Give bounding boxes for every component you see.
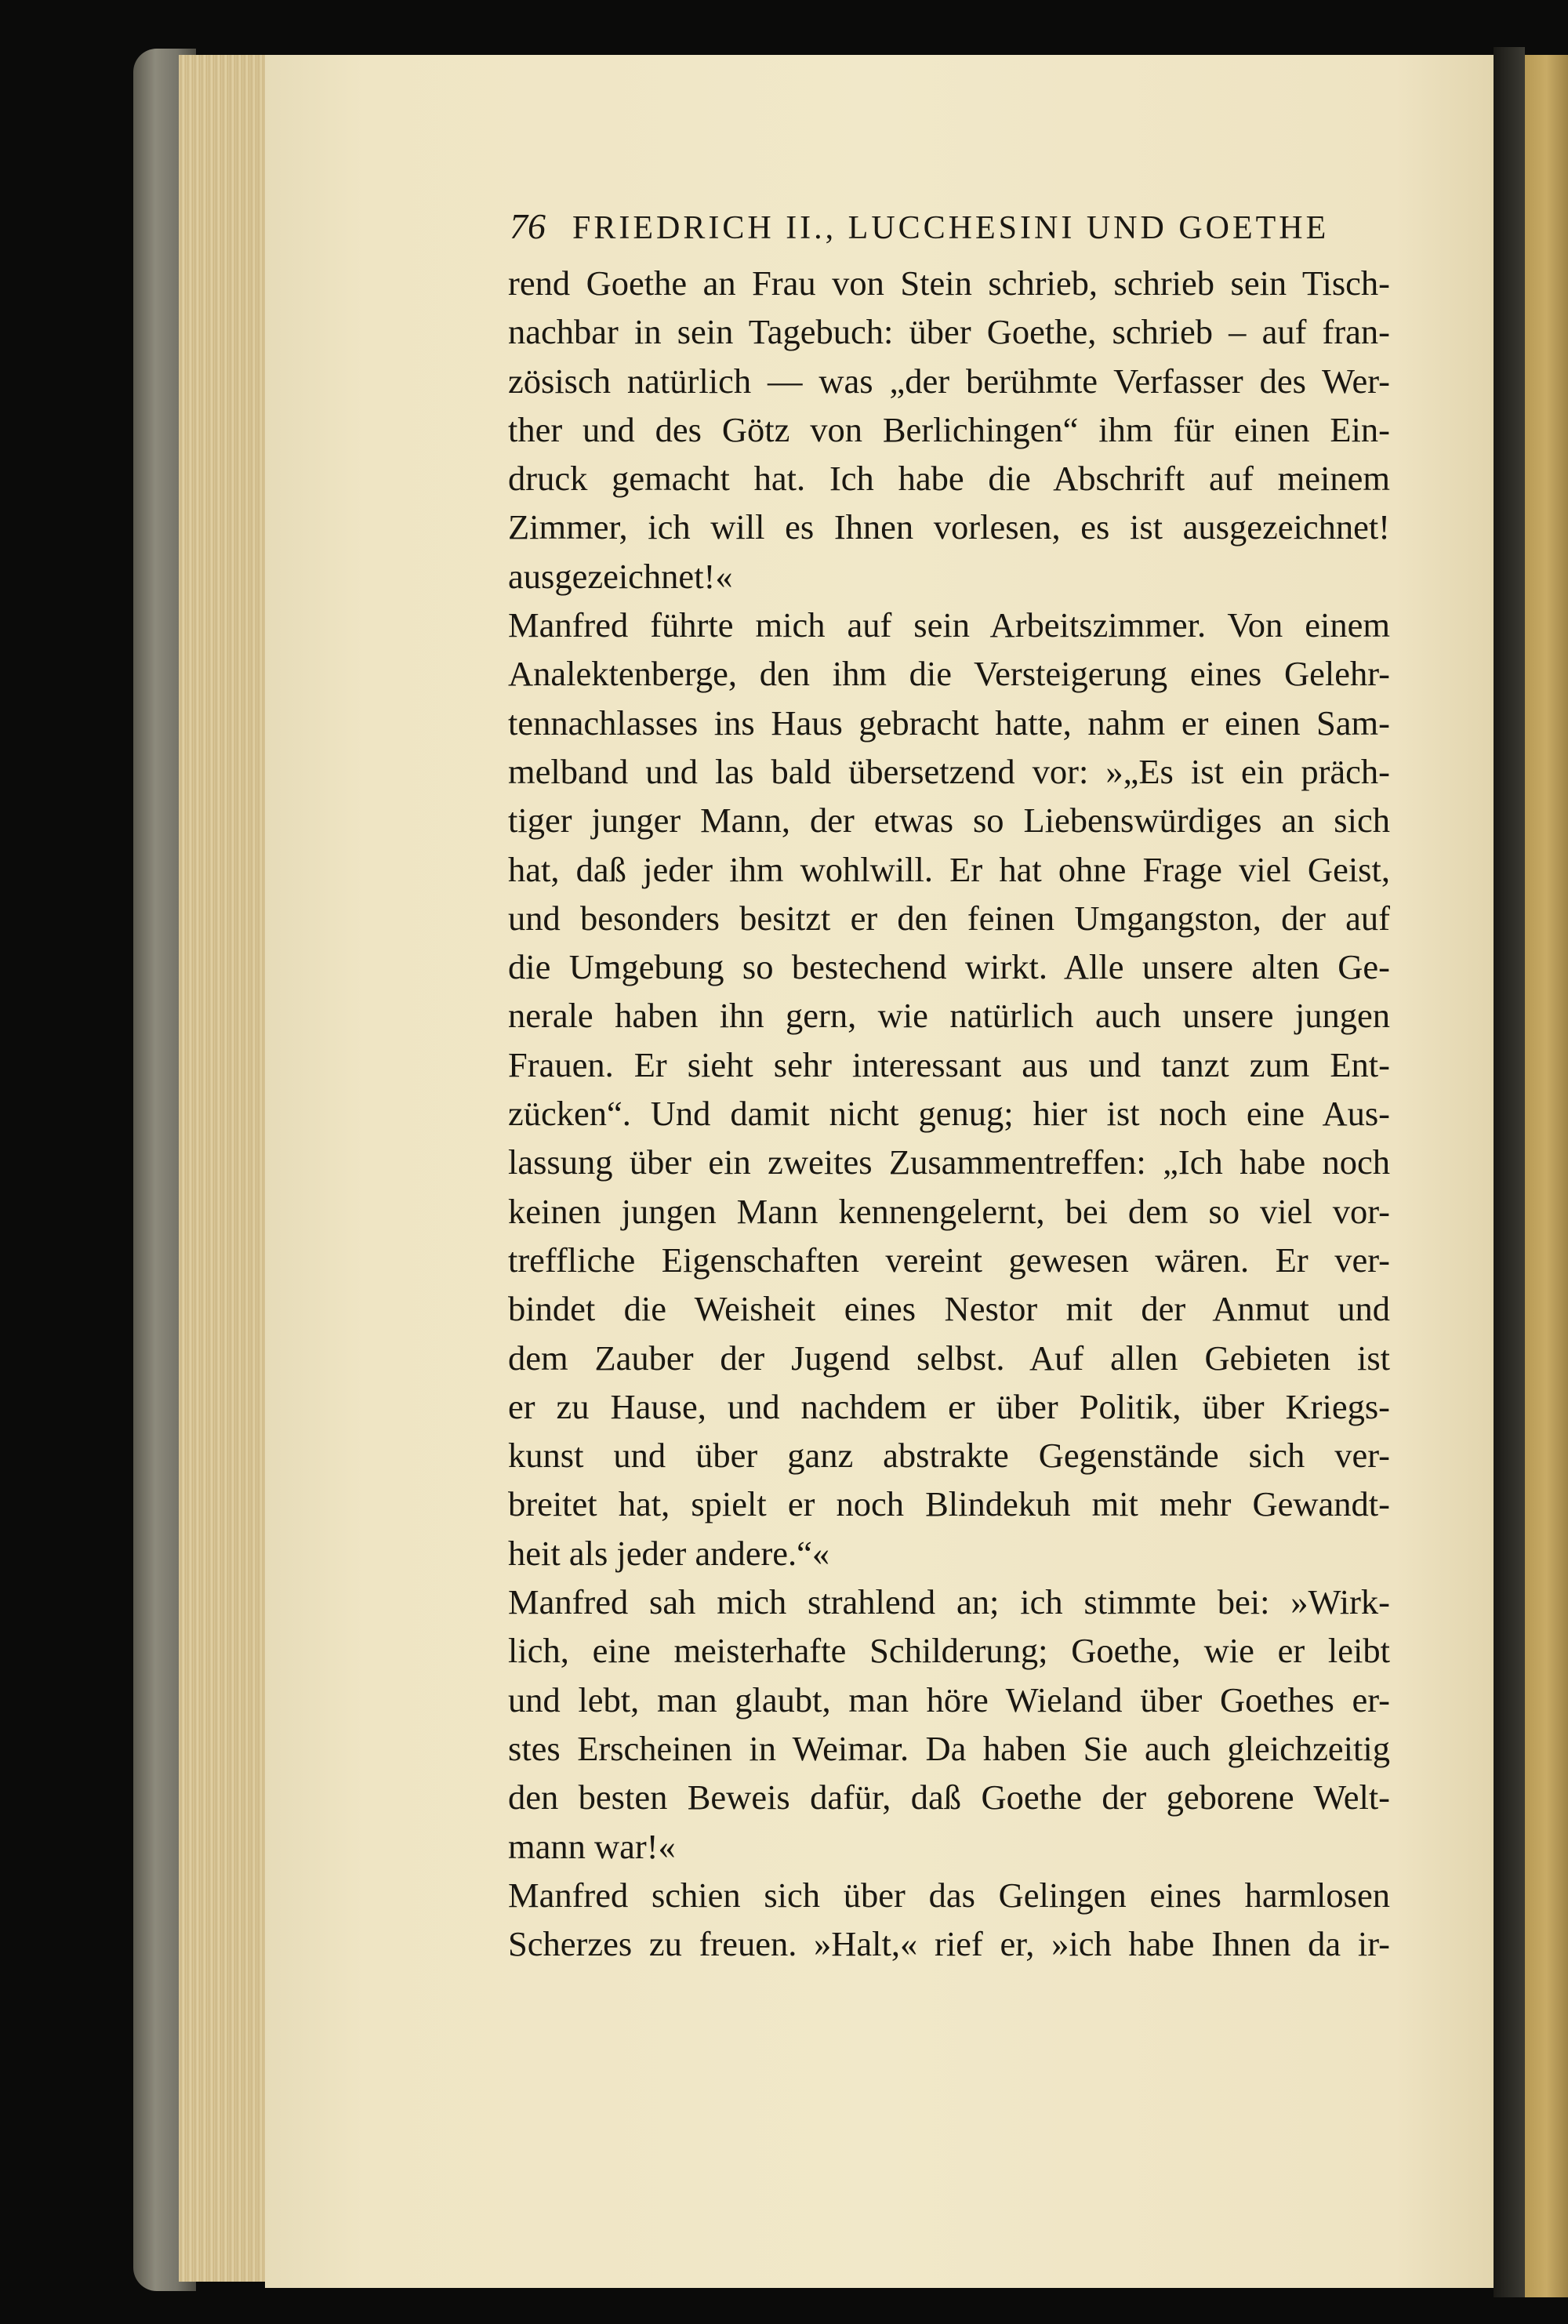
text-line: keinen jungen Mann kennengelernt, bei dem so viel vor- bbox=[508, 1191, 1390, 1231]
text-line: Manfred führte mich auf sein Arbeitszimmer. Von einem bbox=[508, 605, 1390, 645]
facing-page-edge bbox=[1525, 55, 1568, 2297]
text-line: druck gemacht hat. Ich habe die Abschrift auf meinem bbox=[508, 459, 1390, 499]
text-line: Analektenberge, den ihm die Versteigerung eines Gelehr- bbox=[508, 654, 1390, 694]
text-line: melband und las bald übersetzend vor: »„Es ist ein präch- bbox=[508, 751, 1390, 791]
text-line: er zu Hause, und nachdem er über Politik, über Kriegs- bbox=[508, 1386, 1390, 1426]
gutter-shadow bbox=[1494, 47, 1525, 2297]
text-line: bindet die Weisheit eines Nestor mit der Anmut und bbox=[508, 1289, 1390, 1329]
text-line: dem Zauber der Jugend selbst. Auf allen Gebieten ist bbox=[508, 1338, 1390, 1378]
text-line: Manfred schien sich über das Gelingen eines harmlosen bbox=[508, 1875, 1390, 1915]
text-line: den besten Beweis dafür, daß Goethe der geborene Welt- bbox=[508, 1777, 1390, 1817]
text-line: heit als jeder andere.“« bbox=[508, 1533, 830, 1573]
text-line: und besonders besitzt er den feinen Umgangston, der auf bbox=[508, 898, 1390, 938]
text-line: mann war!« bbox=[508, 1826, 676, 1866]
text-line: tiger junger Mann, der etwas so Liebenswürdiges an sich bbox=[508, 801, 1390, 841]
body-text bbox=[508, 259, 1390, 1968]
text-line: lich, eine meisterhafte Schilderung; Goethe, wie er leibt bbox=[508, 1631, 1390, 1671]
text-line: Frauen. Er sieht sehr interessant aus und tanzt zum Ent- bbox=[508, 1044, 1390, 1084]
text-line: nerale haben ihn gern, wie natürlich auch unsere jungen bbox=[508, 996, 1390, 1036]
text-line: ther und des Götz von Berlichingen“ ihm für einen Ein- bbox=[508, 409, 1390, 449]
text-line: Zimmer, ich will es Ihnen vorlesen, es ist ausgezeichnet! bbox=[508, 507, 1390, 547]
text-line: nachbar in sein Tagebuch: über Goethe, schrieb – auf fran- bbox=[508, 312, 1390, 352]
page-edges bbox=[179, 55, 265, 2282]
running-title: FRIEDRICH II., LUCCHESINI UND GOETHE bbox=[572, 210, 1330, 246]
text-line: kunst und über ganz abstrakte Gegenstände sich ver- bbox=[508, 1436, 1390, 1476]
running-header bbox=[510, 205, 1329, 252]
text-line: tennachlasses ins Haus gebracht hatte, nahm er einen Sam- bbox=[508, 703, 1390, 743]
text-line: hat, daß jeder ihm wohlwill. Er hat ohne Frage viel Geist, bbox=[508, 849, 1390, 889]
text-line: Manfred sah mich strahlend an; ich stimmte bei: »Wirk- bbox=[508, 1582, 1390, 1622]
text-line: stes Erscheinen in Weimar. Da haben Sie auch gleichzeitig bbox=[508, 1728, 1390, 1768]
text-line: treffliche Eigenschaften vereint gewesen wären. Er ver- bbox=[508, 1240, 1390, 1280]
page-number: 76 bbox=[510, 206, 546, 246]
text-line: zösisch natürlich — was „der berühmte Verfasser des Wer- bbox=[508, 361, 1390, 401]
text-line: und lebt, man glaubt, man höre Wieland über Goethes er- bbox=[508, 1679, 1390, 1719]
text-line: lassung über ein zweites Zusammentreffen: „Ich habe noch bbox=[508, 1142, 1390, 1182]
text-line: zücken“. Und damit nicht genug; hier ist noch eine Aus- bbox=[508, 1094, 1390, 1134]
text-line: Scherzes zu freuen. »Halt,« rief er, »ich habe Ihnen da ir- bbox=[508, 1924, 1390, 1964]
text-line: breitet hat, spielt er noch Blindekuh mit mehr Gewandt- bbox=[508, 1484, 1390, 1524]
text-line: rend Goethe an Frau von Stein schrieb, schrieb sein Tisch- bbox=[508, 263, 1390, 303]
text-line: die Umgebung so bestechend wirkt. Alle unsere alten Ge- bbox=[508, 947, 1390, 987]
text-line: ausgezeichnet!« bbox=[508, 556, 733, 596]
